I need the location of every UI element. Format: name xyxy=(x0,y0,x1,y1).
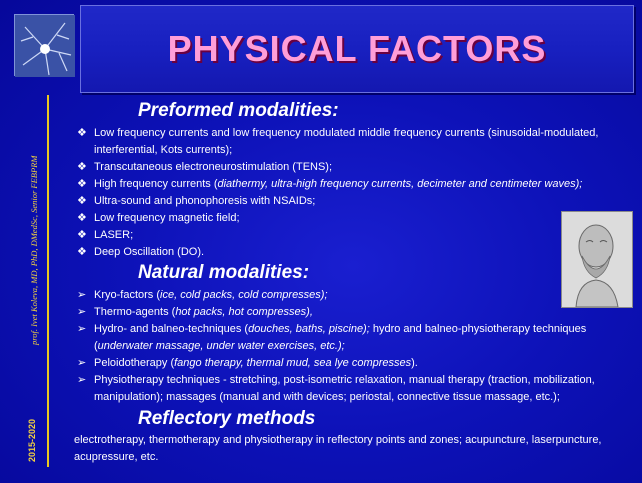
heading-preformed-colon: : xyxy=(332,100,339,121)
list-item-text: Low frequency magnetic field; xyxy=(94,212,240,224)
list-item-continuation xyxy=(77,389,637,406)
title-banner xyxy=(80,5,634,93)
author-credit: prof. Ivet Koleva, MD, PhD, DMedSc, Senior FEBPRM xyxy=(29,155,39,345)
list-item xyxy=(77,287,637,304)
list-item-text: Ultra-sound and phonophoresis with NSAIDs; xyxy=(94,195,316,207)
list-item-text: Kryo-factors ( xyxy=(94,289,161,301)
list-item-text: ( xyxy=(94,340,98,352)
list-item-italic-text: fango therapy, thermal mud, sea lye compresses xyxy=(174,357,412,369)
list-item-text: Physiotherapy techniques - stretching, post-isometric relaxation, manual therapy (traction, mobilization, xyxy=(94,374,595,386)
heading-preformed-label: Preformed modalities xyxy=(138,100,333,121)
list-item-text: Transcutaneous electroneurostimulation (TENS); xyxy=(94,161,333,173)
year-range: 2015-2020 xyxy=(27,418,37,462)
reflectory-description xyxy=(74,432,634,466)
heading-natural-colon: : xyxy=(302,262,310,283)
list-item-italic-text: ice, cold packs, cold compresses); xyxy=(160,289,328,301)
list-item-continuation xyxy=(77,338,637,355)
list-item-continuation xyxy=(77,142,637,159)
list-item xyxy=(77,227,637,244)
diamond-bullet-icon: ❖ xyxy=(77,229,87,241)
arrow-bullet-icon: ➢ xyxy=(77,306,87,318)
list-item xyxy=(77,244,637,261)
list-item-text: Thermo-agents ( xyxy=(94,306,176,318)
diamond-bullet-icon: ❖ xyxy=(77,178,87,190)
list-item xyxy=(77,372,637,389)
heading-natural-label: Natural modalities xyxy=(138,262,303,283)
list-item-italic-text: hot packs, hot compresses), xyxy=(175,306,313,318)
natural-list xyxy=(77,287,637,406)
list-item xyxy=(77,159,637,176)
heading-preformed xyxy=(138,100,339,122)
list-item-italic-text: underwater massage, under water exercises, etc.); xyxy=(97,340,345,352)
list-item-text: Low frequency currents and low frequency modulated middle frequency currents (sinusoidal-modulated, xyxy=(94,127,599,139)
diamond-bullet-icon: ❖ xyxy=(77,246,87,258)
list-item xyxy=(77,193,637,210)
list-item xyxy=(77,304,637,321)
list-item xyxy=(77,176,637,193)
list-item-text: hydro and balneo-physiotherapy techniques xyxy=(369,323,587,335)
list-item-italic-text: douches, baths, piscine); xyxy=(248,323,370,335)
list-item-text: Deep Oscillation (DO). xyxy=(94,246,205,258)
list-item-text: interferential, Kots currents); xyxy=(94,144,233,156)
arrow-bullet-icon: ➢ xyxy=(77,289,87,301)
diamond-bullet-icon: ❖ xyxy=(77,195,87,207)
slide-title: PHYSICAL FACTORS xyxy=(167,28,547,69)
arrow-bullet-icon: ➢ xyxy=(77,374,87,386)
list-item xyxy=(77,210,637,227)
list-item xyxy=(77,125,637,142)
list-item-text: ). xyxy=(411,357,418,369)
list-item xyxy=(77,355,637,372)
reflectory-line: acupressure, etc. xyxy=(74,451,159,463)
list-item xyxy=(77,321,637,338)
diamond-bullet-icon: ❖ xyxy=(77,127,87,139)
list-item-text: Peloidotherapy ( xyxy=(94,357,175,369)
arrow-bullet-icon: ➢ xyxy=(77,323,87,335)
list-item-text: Hydro- and balneo-techniques ( xyxy=(94,323,249,335)
reflectory-line: electrotherapy, thermotherapy and physiotherapy in reflectory points and zones; acupuncture, laserpuncture, xyxy=(74,434,602,446)
list-item-text: LASER; xyxy=(94,229,134,241)
diamond-bullet-icon: ❖ xyxy=(77,212,87,224)
diamond-bullet-icon: ❖ xyxy=(77,161,87,173)
heading-reflectory: Reflectory methods xyxy=(138,408,316,429)
list-item-italic-text: diathermy, ultra-high frequency currents, decimeter and centimeter waves); xyxy=(217,178,583,190)
list-item-text: manipulation); massages (manual and with devices; periostal, connective tissue massage, etc.); xyxy=(94,391,560,403)
neuron-illustration xyxy=(14,14,74,76)
list-item-text: High frequency currents ( xyxy=(94,178,218,190)
arrow-bullet-icon: ➢ xyxy=(77,357,87,369)
heading-natural xyxy=(138,262,309,284)
accent-vertical-line xyxy=(47,95,49,467)
preformed-list xyxy=(77,125,637,261)
